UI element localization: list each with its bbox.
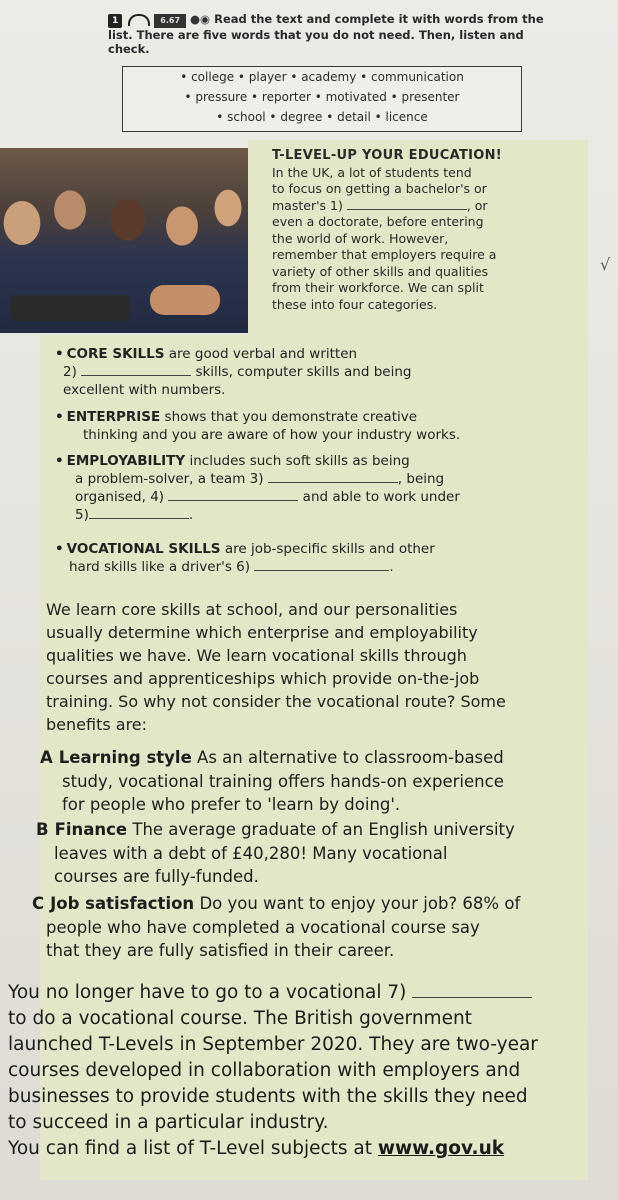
- intro-line: the world of work. However,: [272, 230, 449, 246]
- article-intro: [272, 148, 582, 313]
- audio-track-tag: 6.67: [154, 14, 186, 28]
- enterprise-section: • ENTERPRISE shows that you demonstrate creative thinking and you are aware of how your industry works.: [55, 409, 461, 443]
- audio-dots-icon: ●◉: [190, 12, 211, 26]
- benefit-c: C Job satisfaction Do you want to enjoy your job? 68% of people who have completed a vocational course say that they are fully satisfied in their career.: [32, 894, 521, 960]
- vocational-skills-section: • VOCATIONAL SKILLS are job-specific skills and other hard skills like a driver's 6) .: [55, 541, 435, 575]
- gap-4[interactable]: [168, 500, 298, 501]
- intro-line: In the UK, a lot of students tend: [272, 164, 472, 180]
- headphones-icon: [128, 14, 150, 26]
- article-title: T-LEVEL-UP YOUR EDUCATION!: [272, 148, 503, 163]
- exercise-number: 1: [108, 14, 122, 28]
- hand: [150, 285, 220, 315]
- gov-uk-link[interactable]: www.gov.uk: [377, 1138, 505, 1159]
- benefit-b: B Finance The average graduate of an English university leaves with a debt of £40,280! Many vocational courses are fully-funded.: [36, 820, 515, 886]
- engine-part: [10, 295, 130, 321]
- gap-5[interactable]: [89, 518, 189, 519]
- gap-7[interactable]: [412, 997, 532, 998]
- gap-1[interactable]: [347, 209, 467, 210]
- employability-section: • EMPLOYABILITY includes such soft skills as being a problem-solver, a team 3) , being organised, 4) and able to work under 5) .: [55, 453, 460, 523]
- exercise-instruction: [108, 12, 548, 56]
- word-list-line: • pressure • reporter • motivated • presenter: [184, 90, 460, 104]
- body-paragraph: We learn core skills at school, and our personalities usually determine which enterprise and employability qualities we have. We learn vocational skills through courses and apprenticeships which provide on-the-job training. So why not consider the vocational route? Some benefits are:: [46, 600, 506, 734]
- intro-line: master's 1) , or: [272, 197, 488, 213]
- closing-paragraph: You no longer have to go to a vocational 7) to do a vocational course. The British government launched T-Levels in September 2020. They are two-year courses developed in collaboration with employers and businesses to provide students with the skills they need to succeed in a particular industry. You can find a list of T-Level subjects at www.gov.uk: [8, 982, 538, 1159]
- intro-line: from their workforce. We can split: [272, 280, 484, 295]
- benefit-a: A Learning style As an alternative to classroom-based study, vocational training offers hands-on experience for people who prefer to 'learn by doing'.: [40, 748, 504, 814]
- instruction-text: Read the text and complete it with words from the list. There are five words that you do not need. Then, listen and check.: [108, 12, 544, 56]
- gap-2[interactable]: [81, 375, 191, 376]
- core-skills-section: • CORE SKILLS are good verbal and written 2) skills, computer skills and being excellent with numbers.: [55, 346, 412, 398]
- margin-tick-mark: √: [600, 255, 611, 274]
- intro-line: variety of other skills and qualities: [272, 263, 489, 279]
- gap-6[interactable]: [254, 570, 389, 571]
- intro-line: to focus on getting a bachelor's or: [272, 181, 487, 196]
- intro-line: these into four categories.: [272, 296, 438, 312]
- intro-line: even a doctorate, before entering: [272, 214, 484, 229]
- word-list-line: • college • player • academy • communication: [180, 70, 464, 84]
- word-list-box: [122, 66, 522, 132]
- intro-line: remember that employers require a: [272, 247, 497, 262]
- word-list-line: • school • degree • detail • licence: [216, 110, 428, 124]
- gap-3[interactable]: [268, 482, 398, 483]
- students-photo: [0, 148, 248, 333]
